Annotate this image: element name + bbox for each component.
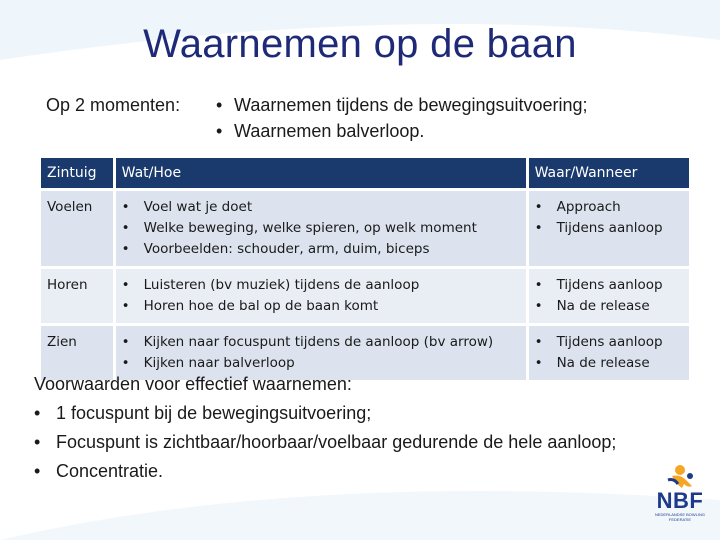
conditions-block [34,370,616,486]
cell-when [529,191,689,266]
list-item: • Kijken naar balverloop [121,355,295,371]
intro-block [46,92,588,144]
cell-sense: Zien [41,326,113,380]
table-row [41,269,689,323]
bullet-dot: • [34,461,41,481]
bullet-dot: • [216,121,223,141]
condition-item: • Focuspunt is zichtbaar/hoorbaar/voelbaar gedurende de hele aanloop; [34,428,616,457]
list-item: • Na de release [534,355,650,371]
table-header-row [41,158,689,188]
cell-when [529,269,689,323]
list-item: • Na de release [534,298,650,314]
cell-what [116,269,526,323]
list-item: • Welke beweging, welke spieren, op welk moment [121,220,477,236]
condition-item: • Concentratie. [34,457,616,486]
list-item: • Horen hoe de bal op de baan komt [121,298,379,314]
nbf-logo: NBF [656,488,704,513]
list-item: • Tijdens aanloop [534,220,663,236]
senses-table [38,155,692,383]
list-item: • Voorbeelden: schouder, arm, duim, biceps [121,241,430,257]
header-sense: Zintuig [41,158,113,188]
nbf-logo-subtext: NEDERLANDSE BOWLING FEDERATIE [654,512,705,522]
conditions-heading: Voorwaarden voor effectief waarnemen: [34,374,352,394]
list-item: • Tijdens aanloop [534,277,663,293]
table-row [41,191,689,266]
cell-sense: Voelen [41,191,113,266]
list-item: • Approach [534,199,621,215]
bullet-dot: • [216,95,223,115]
list-item: • Voel wat je doet [121,199,253,215]
header-what: Wat/Hoe [116,158,526,188]
intro-bullet: • Waarnemen balverloop. [216,118,588,144]
header-when: Waar/Wanneer [529,158,689,188]
list-item: • Tijdens aanloop [534,334,663,350]
bullet-dot: • [34,403,41,423]
intro-lead: Op 2 momenten: [46,95,181,115]
list-item: • Kijken naar focuspunt tijdens de aanloop (bv arrow) [121,334,494,350]
condition-item: • 1 focuspunt bij de bewegingsuitvoering; [34,399,616,428]
page-title: Waarnemen op de baan [143,22,577,66]
cell-what [116,191,526,266]
cell-sense: Horen [41,269,113,323]
bullet-dot: • [34,432,41,452]
intro-bullet: • Waarnemen tijdens de bewegingsuitvoering; [216,92,588,118]
list-item: • Luisteren (bv muziek) tijdens de aanloop [121,277,420,293]
